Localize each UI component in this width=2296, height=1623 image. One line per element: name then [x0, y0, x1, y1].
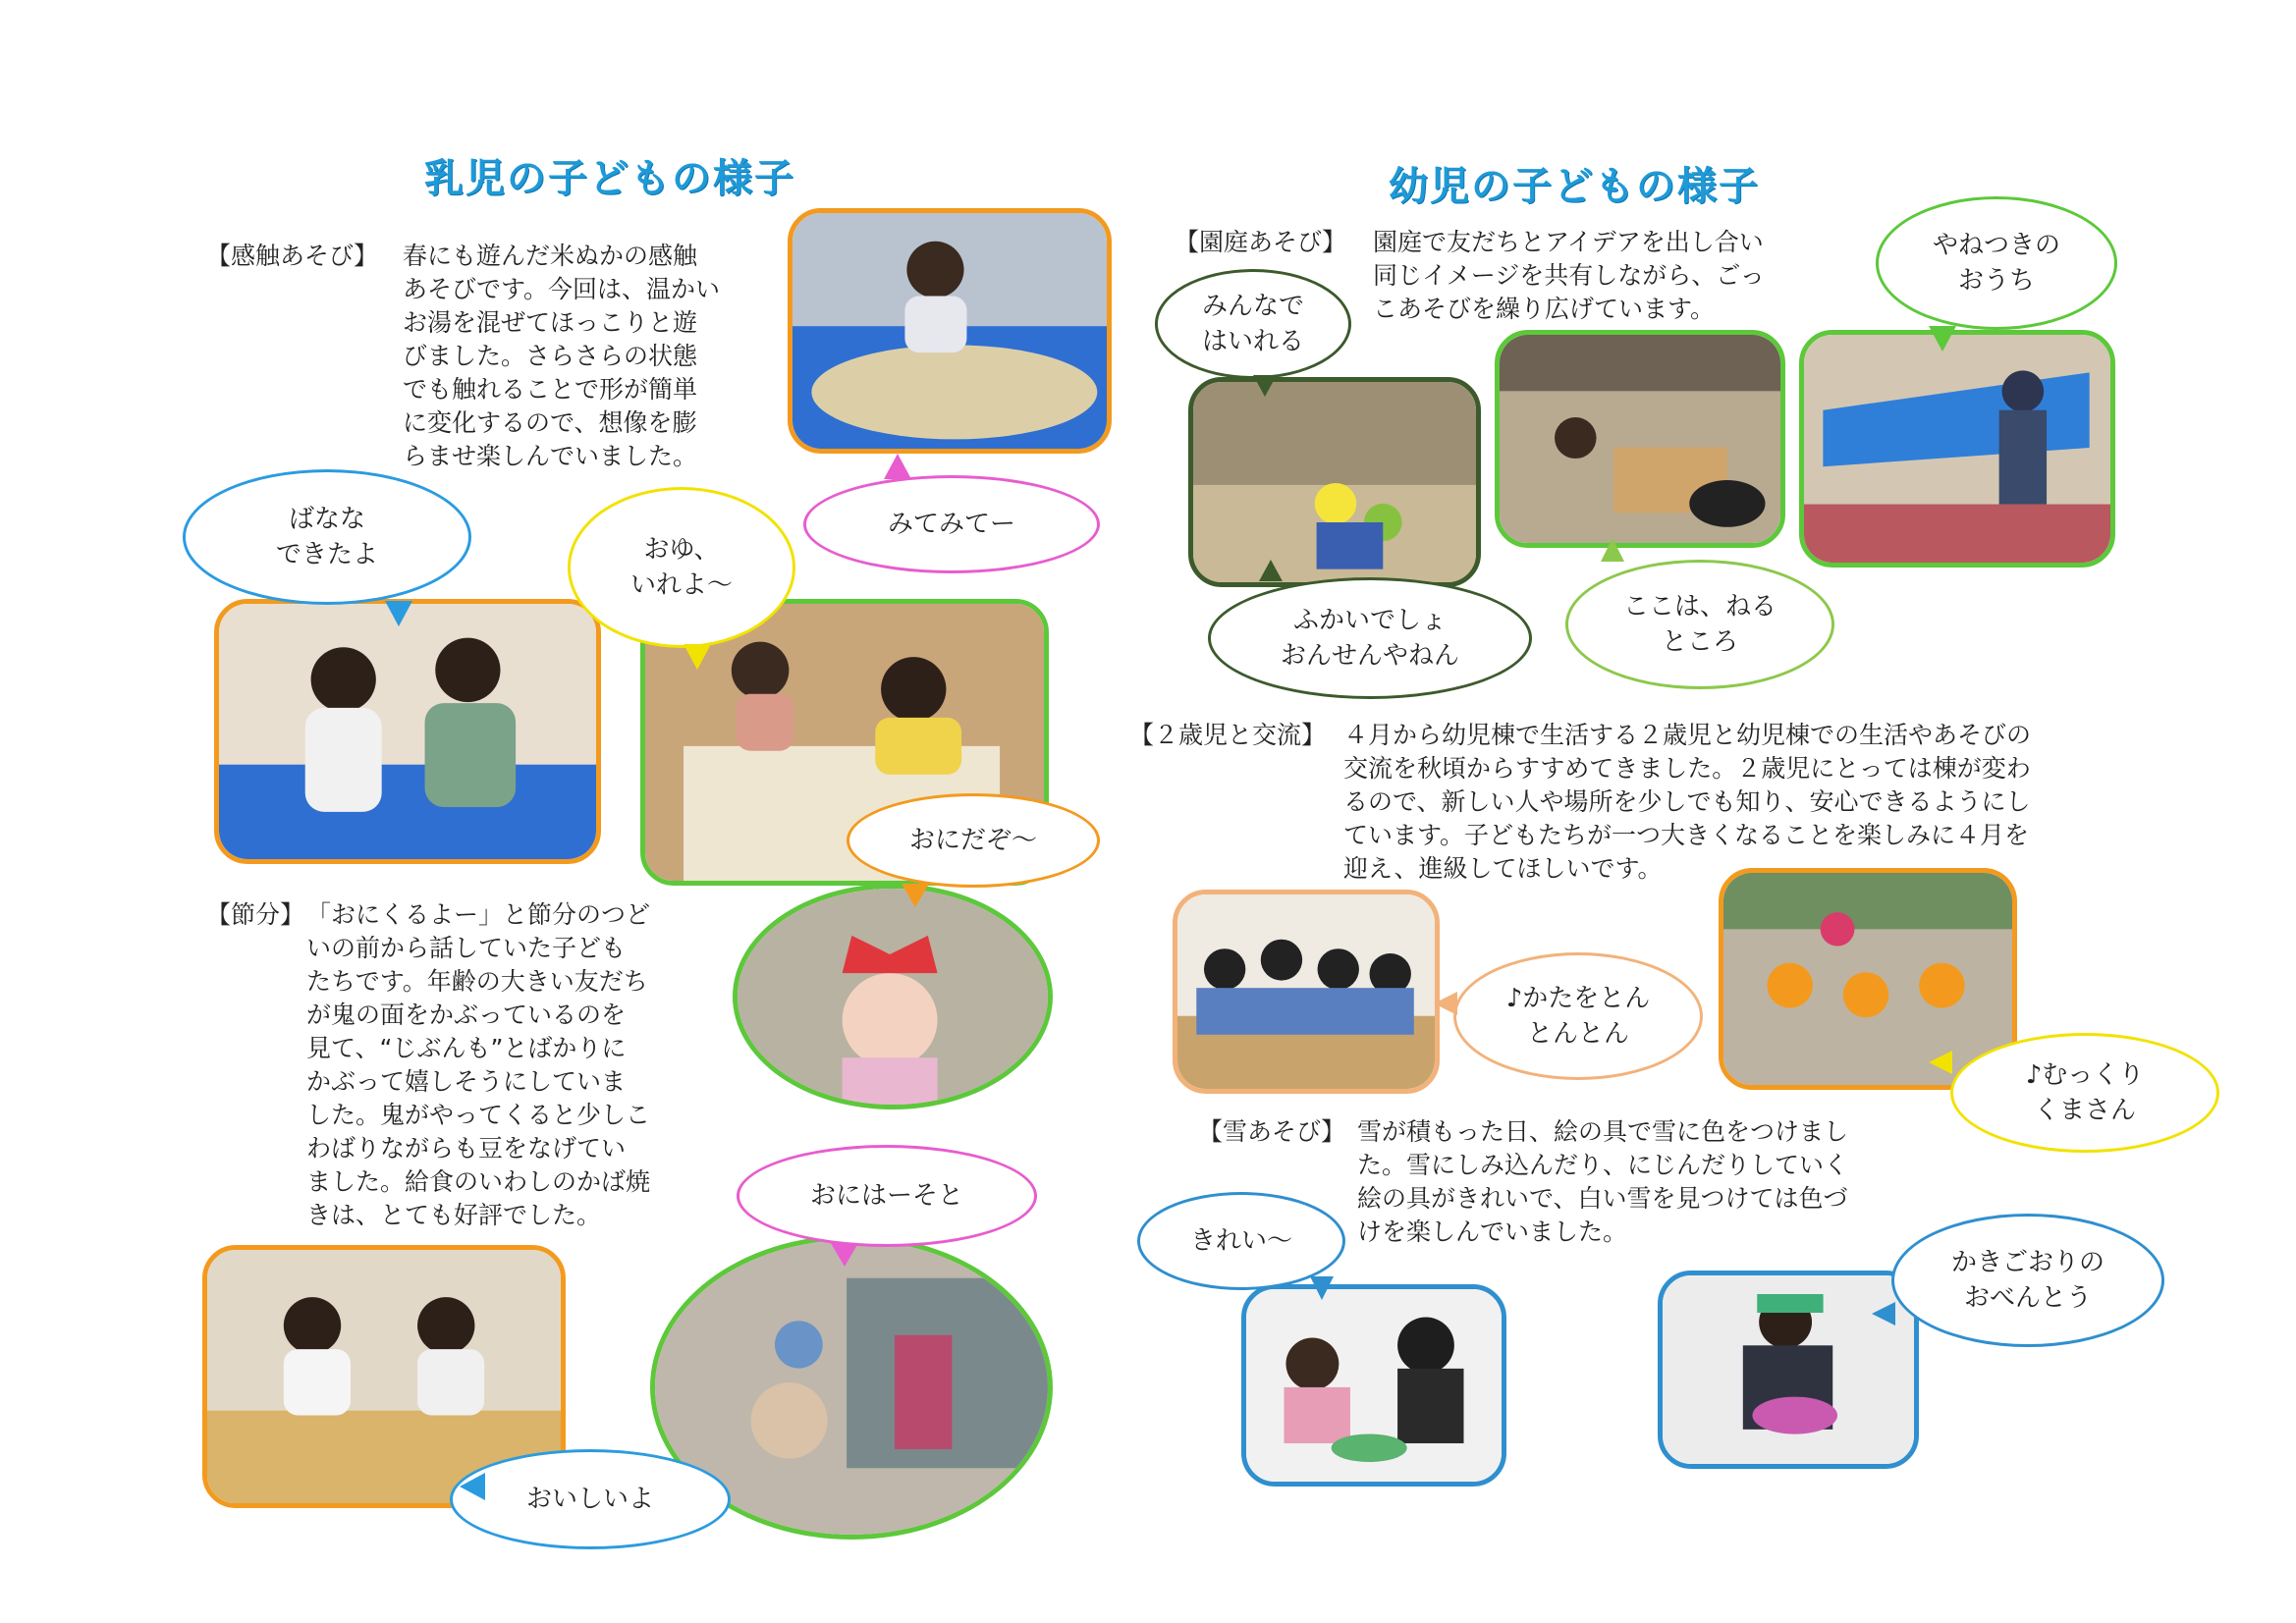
- photo-roof-house: [1799, 330, 2115, 568]
- bubble-tail: [1929, 326, 1956, 352]
- bubble-minnade: みんなで はいれる: [1155, 269, 1351, 379]
- photo-banana: [214, 599, 601, 864]
- bubble-kakigori: かきごおりの おべんとう: [1891, 1214, 2164, 1347]
- bubble-kokowa-neru: ここは、ねる ところ: [1565, 560, 1834, 689]
- bubble-kirei: きれい～: [1137, 1192, 1345, 1290]
- section-label-yuki: 【雪あそび】: [1198, 1117, 1346, 1146]
- section-label-setsubun: 【節分】: [206, 900, 305, 929]
- bubble-mitemite: みてみてー: [803, 475, 1100, 573]
- section-label-kanshoku: 【感触あそび】: [206, 242, 379, 270]
- bubble-tail: [1872, 1302, 1895, 1325]
- bubble-oishiiyo: おいしいよ: [450, 1449, 731, 1549]
- bubble-tail: [1253, 375, 1277, 397]
- bubble-tail: [460, 1473, 485, 1500]
- bubble-banana: ばなな できたよ: [183, 469, 471, 605]
- bubble-tail: [831, 1243, 858, 1267]
- photo-snow-bento: [1658, 1271, 1919, 1469]
- section-text-kanshoku: 春にも遊んだ米ぬかの感触 あそびです。今回は、温かい お湯を混ぜてほっこりと遊 びました。さらさらの状態 でも触れることで形が簡単 に変化するので、想像を膨 らませ楽しんでいました。: [403, 242, 721, 470]
- right-heading: 幼児の子どもの様子: [1389, 164, 1760, 209]
- photo-snow-paint: [1241, 1284, 1506, 1487]
- bubble-tail: [884, 454, 911, 479]
- section-text-entei: 園庭で友だちとアイデアを出し合い 同じイメージを共有しながら、ごっ こあそびを繰り広げています。: [1373, 228, 1765, 323]
- bubble-katawo-ton: ♪かたをとん とんとん: [1453, 952, 1703, 1080]
- bubble-tail: [902, 884, 929, 907]
- bubble-oni-wa-soto: おにはーそと: [737, 1145, 1037, 1247]
- bubble-mukkuri: ♪むっくり くまさん: [1950, 1033, 2219, 1153]
- bubble-tail: [683, 644, 711, 670]
- section-text-setsubun: 「おにくるよー」と節分のつど いの前から話していた子ども たちです。年齢の大きい友だち が鬼の面をかぶっているのを 見て、“じぶんも”とばかりに かぶって嬉しそうにしていま した。鬼がやってくると少しこ わばりながらも豆をなげてい ました。給食のいわしのかば焼 きは、とても好評でした。: [306, 900, 651, 1229]
- bubble-fukaidesho: ふかいでしょ おんせんやねん: [1208, 577, 1532, 699]
- section-label-2sai: 【２歳児と交流】: [1129, 721, 1327, 749]
- bubble-tail: [1929, 1051, 1952, 1074]
- photo-2sai-circle: [1719, 868, 2017, 1090]
- photo-oni-mask: [733, 884, 1053, 1109]
- section-label-entei: 【園庭あそび】: [1175, 228, 1347, 256]
- section-text-2sai: ４月から幼児棟で生活する２歳児と幼児棟での生活やあそびの 交流を秋頃からすすめてきました。２歳児にとっては棟が変わ るので、新しい人や場所を少しでも知り、安心できるようにし ています。子どもたちが一つ大きくなることを楽しみに４月を 迎え、進級してほしいです。: [1343, 721, 2032, 883]
- bubble-yanetsuki: やねつきの おうち: [1876, 196, 2117, 330]
- bubble-tail: [1259, 560, 1283, 581]
- section-text-yuki: 雪が積もった日、絵の具で雪に色をつけまし た。雪にしみ込んだり、にじんだりしていく 絵の具がきれいで、白い雪を見つけては色づ けを楽しんでいました。: [1357, 1117, 1849, 1246]
- bubble-tail: [1601, 538, 1624, 562]
- photo-2sai-train: [1173, 890, 1440, 1094]
- bubble-tail: [385, 601, 412, 626]
- bubble-tail: [1310, 1276, 1334, 1300]
- photo-garden-onsen: [1188, 377, 1481, 587]
- bubble-oni-dazo: おにだぞ～: [847, 793, 1100, 888]
- left-heading: 乳児の子どもの様子: [424, 156, 795, 201]
- photo-rice-bran-play: [788, 208, 1112, 454]
- bubble-tail: [1434, 992, 1457, 1015]
- photo-garden-bed: [1495, 330, 1785, 548]
- bubble-oyu: おゆ、 いれよ～: [568, 487, 795, 648]
